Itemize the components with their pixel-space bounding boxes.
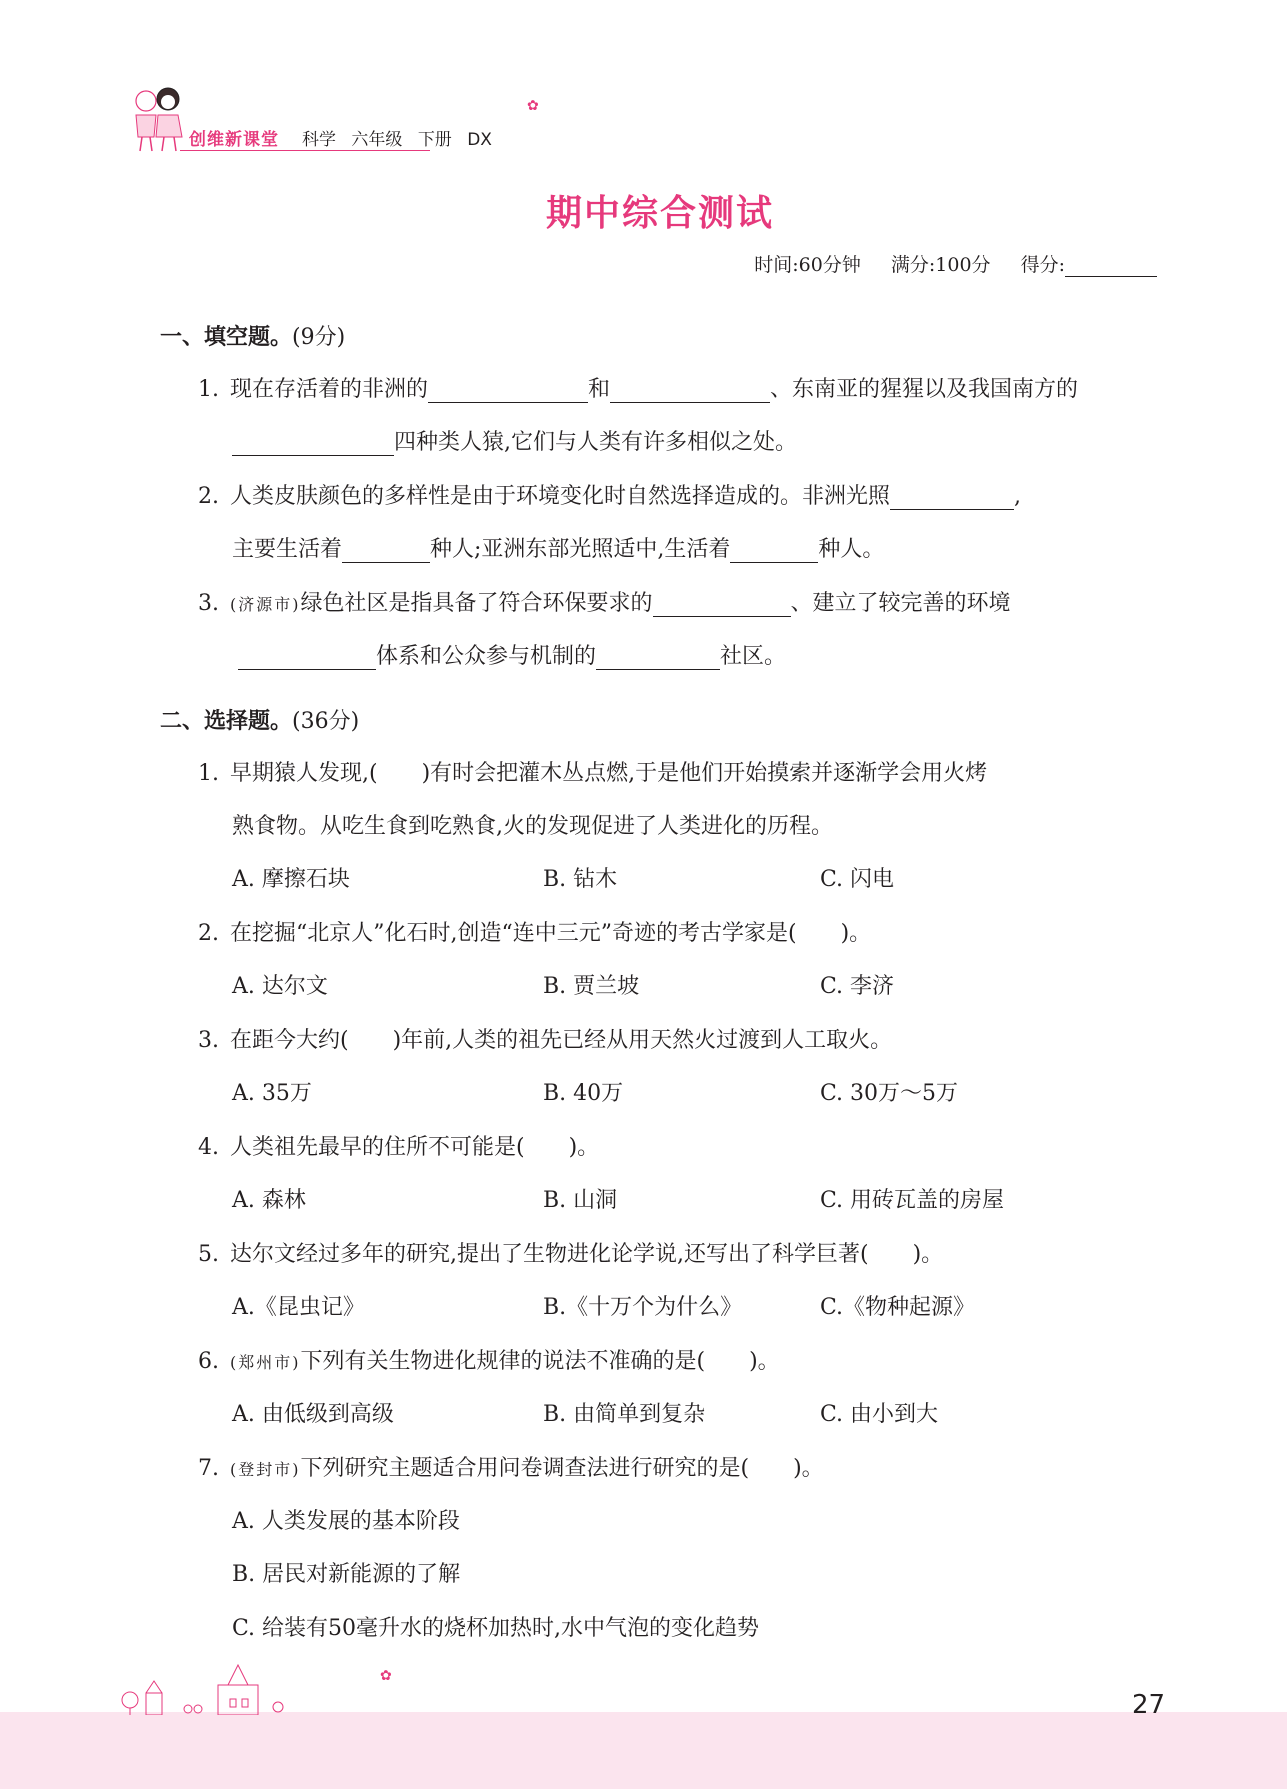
question-number: 4. [198, 1135, 219, 1160]
question-text: 社区。 [720, 644, 787, 669]
question-text: 下列研究主题适合用问卷调查法进行研究的是( )。 [300, 1456, 824, 1481]
source-tag: (济源市) [230, 595, 301, 614]
option-c[interactable]: C. 由小到大 [820, 1402, 939, 1427]
s2-q3-line1 [198, 1023, 892, 1054]
question-text: 、东南亚的猩猩以及我国南方的 [770, 377, 1079, 402]
s1-q2-line2 [232, 532, 884, 563]
castle-decoration-icon [118, 1655, 318, 1715]
s2-q5-line1 [198, 1237, 943, 1268]
option-b[interactable]: B. 由简单到复杂 [543, 1402, 706, 1427]
option-b[interactable]: B.《十万个为什么》 [543, 1295, 743, 1320]
kids-illustration [128, 85, 188, 155]
question-number: 1. [198, 377, 219, 402]
option-c[interactable]: C. 30万～5万 [820, 1081, 959, 1106]
option-c[interactable]: C. 给装有50毫升水的烧杯加热时,水中气泡的变化趋势 [232, 1616, 760, 1641]
option-b[interactable]: B. 居民对新能源的了解 [232, 1562, 461, 1587]
page-title: 期中综合测试 [545, 193, 774, 234]
option-a[interactable]: A. 森林 [232, 1188, 306, 1213]
s2-q2-line1 [198, 916, 871, 947]
s2-q1-line1 [198, 756, 987, 787]
s1-q1-line1 [198, 372, 1078, 403]
question-number: 6. [198, 1349, 219, 1374]
question-text: 下列有关生物进化规律的说法不准确的是( )。 [300, 1349, 780, 1374]
section-points: (36分) [292, 709, 360, 734]
score-blank[interactable] [1065, 254, 1157, 277]
section-title: 二、选择题。 [160, 709, 293, 734]
question-text: 、建立了较完善的环境 [790, 591, 1011, 616]
question-text: 在距今大约( )年前,人类的祖先已经从用天然火过渡到人工取火。 [230, 1028, 893, 1053]
question-text: 种人。 [818, 537, 885, 562]
option-a[interactable]: A. 由低级到高级 [232, 1402, 394, 1427]
volume: 下册 [417, 130, 452, 150]
answer-blank[interactable] [610, 380, 770, 403]
question-number: 1. [198, 761, 219, 786]
answer-blank[interactable] [342, 540, 430, 563]
answer-blank[interactable] [890, 487, 1014, 510]
s1-q3-line2 [238, 639, 786, 670]
answer-blank[interactable] [596, 647, 720, 670]
flower-decoration-icon: ✿ [527, 98, 539, 114]
exam-meta [730, 250, 1157, 277]
grade: 六年级 [351, 130, 403, 150]
question-number: 7. [198, 1456, 219, 1481]
s1-q2-line1 [198, 479, 1021, 510]
question-text: 体系和公众参与机制的 [376, 644, 597, 669]
option-b[interactable]: B. 贾兰坡 [543, 974, 640, 999]
page-number: 27 [1132, 1690, 1166, 1720]
option-a[interactable]: A. 35万 [232, 1081, 312, 1106]
question-text: 早期猿人发现,( )有时会把灌木丛点燃,于是他们开始摸索并逐渐学会用火烤 [230, 761, 988, 786]
question-text: 人类祖先最早的住所不可能是( )。 [230, 1135, 600, 1160]
brand-name: 创维新课堂 [189, 130, 279, 150]
option-a[interactable]: A. 摩擦石块 [232, 867, 350, 892]
question-text: 现在存活着的非洲的 [230, 377, 429, 402]
s2-q7-line1 [198, 1451, 824, 1482]
option-c[interactable]: C.《物种起源》 [820, 1295, 976, 1320]
source-tag: (郑州市) [230, 1353, 301, 1372]
section-title: 一、填空题。 [160, 325, 293, 350]
s2-q1-line2: 熟食物。从吃生食到吃熟食,火的发现促进了人类进化的历程。 [232, 814, 833, 839]
option-c[interactable]: C. 用砖瓦盖的房屋 [820, 1188, 1005, 1213]
question-text: 人类皮肤颜色的多样性是由于环境变化时自然选择造成的。非洲光照 [230, 484, 891, 509]
score-label: 得分: [1020, 254, 1065, 276]
option-a[interactable]: A. 达尔文 [232, 974, 328, 999]
question-number: 3. [198, 1028, 219, 1053]
time-limit: 时间:60分钟 [754, 254, 861, 276]
header-meta [302, 125, 502, 150]
s1-q3-line1 [198, 586, 1011, 617]
question-text: 主要生活着 [232, 537, 343, 562]
question-text: 种人;亚洲东部光照适中,生活着 [430, 537, 731, 562]
option-c[interactable]: C. 闪电 [820, 867, 895, 892]
section-multiple-choice-heading [160, 704, 359, 735]
question-number: 5. [198, 1242, 219, 1267]
footer-band [0, 1712, 1287, 1789]
answer-blank[interactable] [428, 380, 588, 403]
question-number: 2. [198, 921, 219, 946]
question-text: 在挖掘“北京人”化石时,创造“连中三元”奇迹的考古学家是( )。 [230, 921, 872, 946]
section-points: (9分) [292, 325, 346, 350]
option-c[interactable]: C. 李济 [820, 974, 895, 999]
answer-blank[interactable] [232, 433, 394, 456]
option-a[interactable]: A. 人类发展的基本阶段 [232, 1509, 460, 1534]
answer-blank[interactable] [653, 594, 791, 617]
edition: DX [467, 130, 492, 150]
question-number: 2. [198, 484, 219, 509]
answer-blank[interactable] [730, 540, 818, 563]
option-a[interactable]: A.《昆虫记》 [232, 1295, 365, 1320]
question-text: , [1014, 484, 1022, 509]
answer-blank[interactable] [238, 647, 376, 670]
s2-q6-line1 [198, 1344, 780, 1375]
option-b[interactable]: B. 40万 [543, 1081, 624, 1106]
question-text: 和 [588, 377, 611, 402]
option-b[interactable]: B. 钻木 [543, 867, 618, 892]
source-tag: (登封市) [230, 1460, 301, 1479]
full-score: 满分:100分 [890, 254, 991, 276]
option-b[interactable]: B. 山洞 [543, 1188, 618, 1213]
flower-decoration-icon: ✿ [380, 1668, 392, 1684]
question-text: 绿色社区是指具备了符合环保要求的 [300, 591, 653, 616]
question-number: 3. [198, 591, 219, 616]
s1-q1-line2 [232, 425, 797, 456]
question-text: 达尔文经过多年的研究,提出了生物进化论学说,还写出了科学巨著( )。 [230, 1242, 944, 1267]
section-fill-blank-heading [160, 320, 345, 351]
s2-q4-line1 [198, 1130, 599, 1161]
subject: 科学 [302, 130, 336, 150]
question-text: 四种类人猿,它们与人类有许多相似之处。 [394, 430, 797, 455]
header-divider [180, 150, 430, 151]
